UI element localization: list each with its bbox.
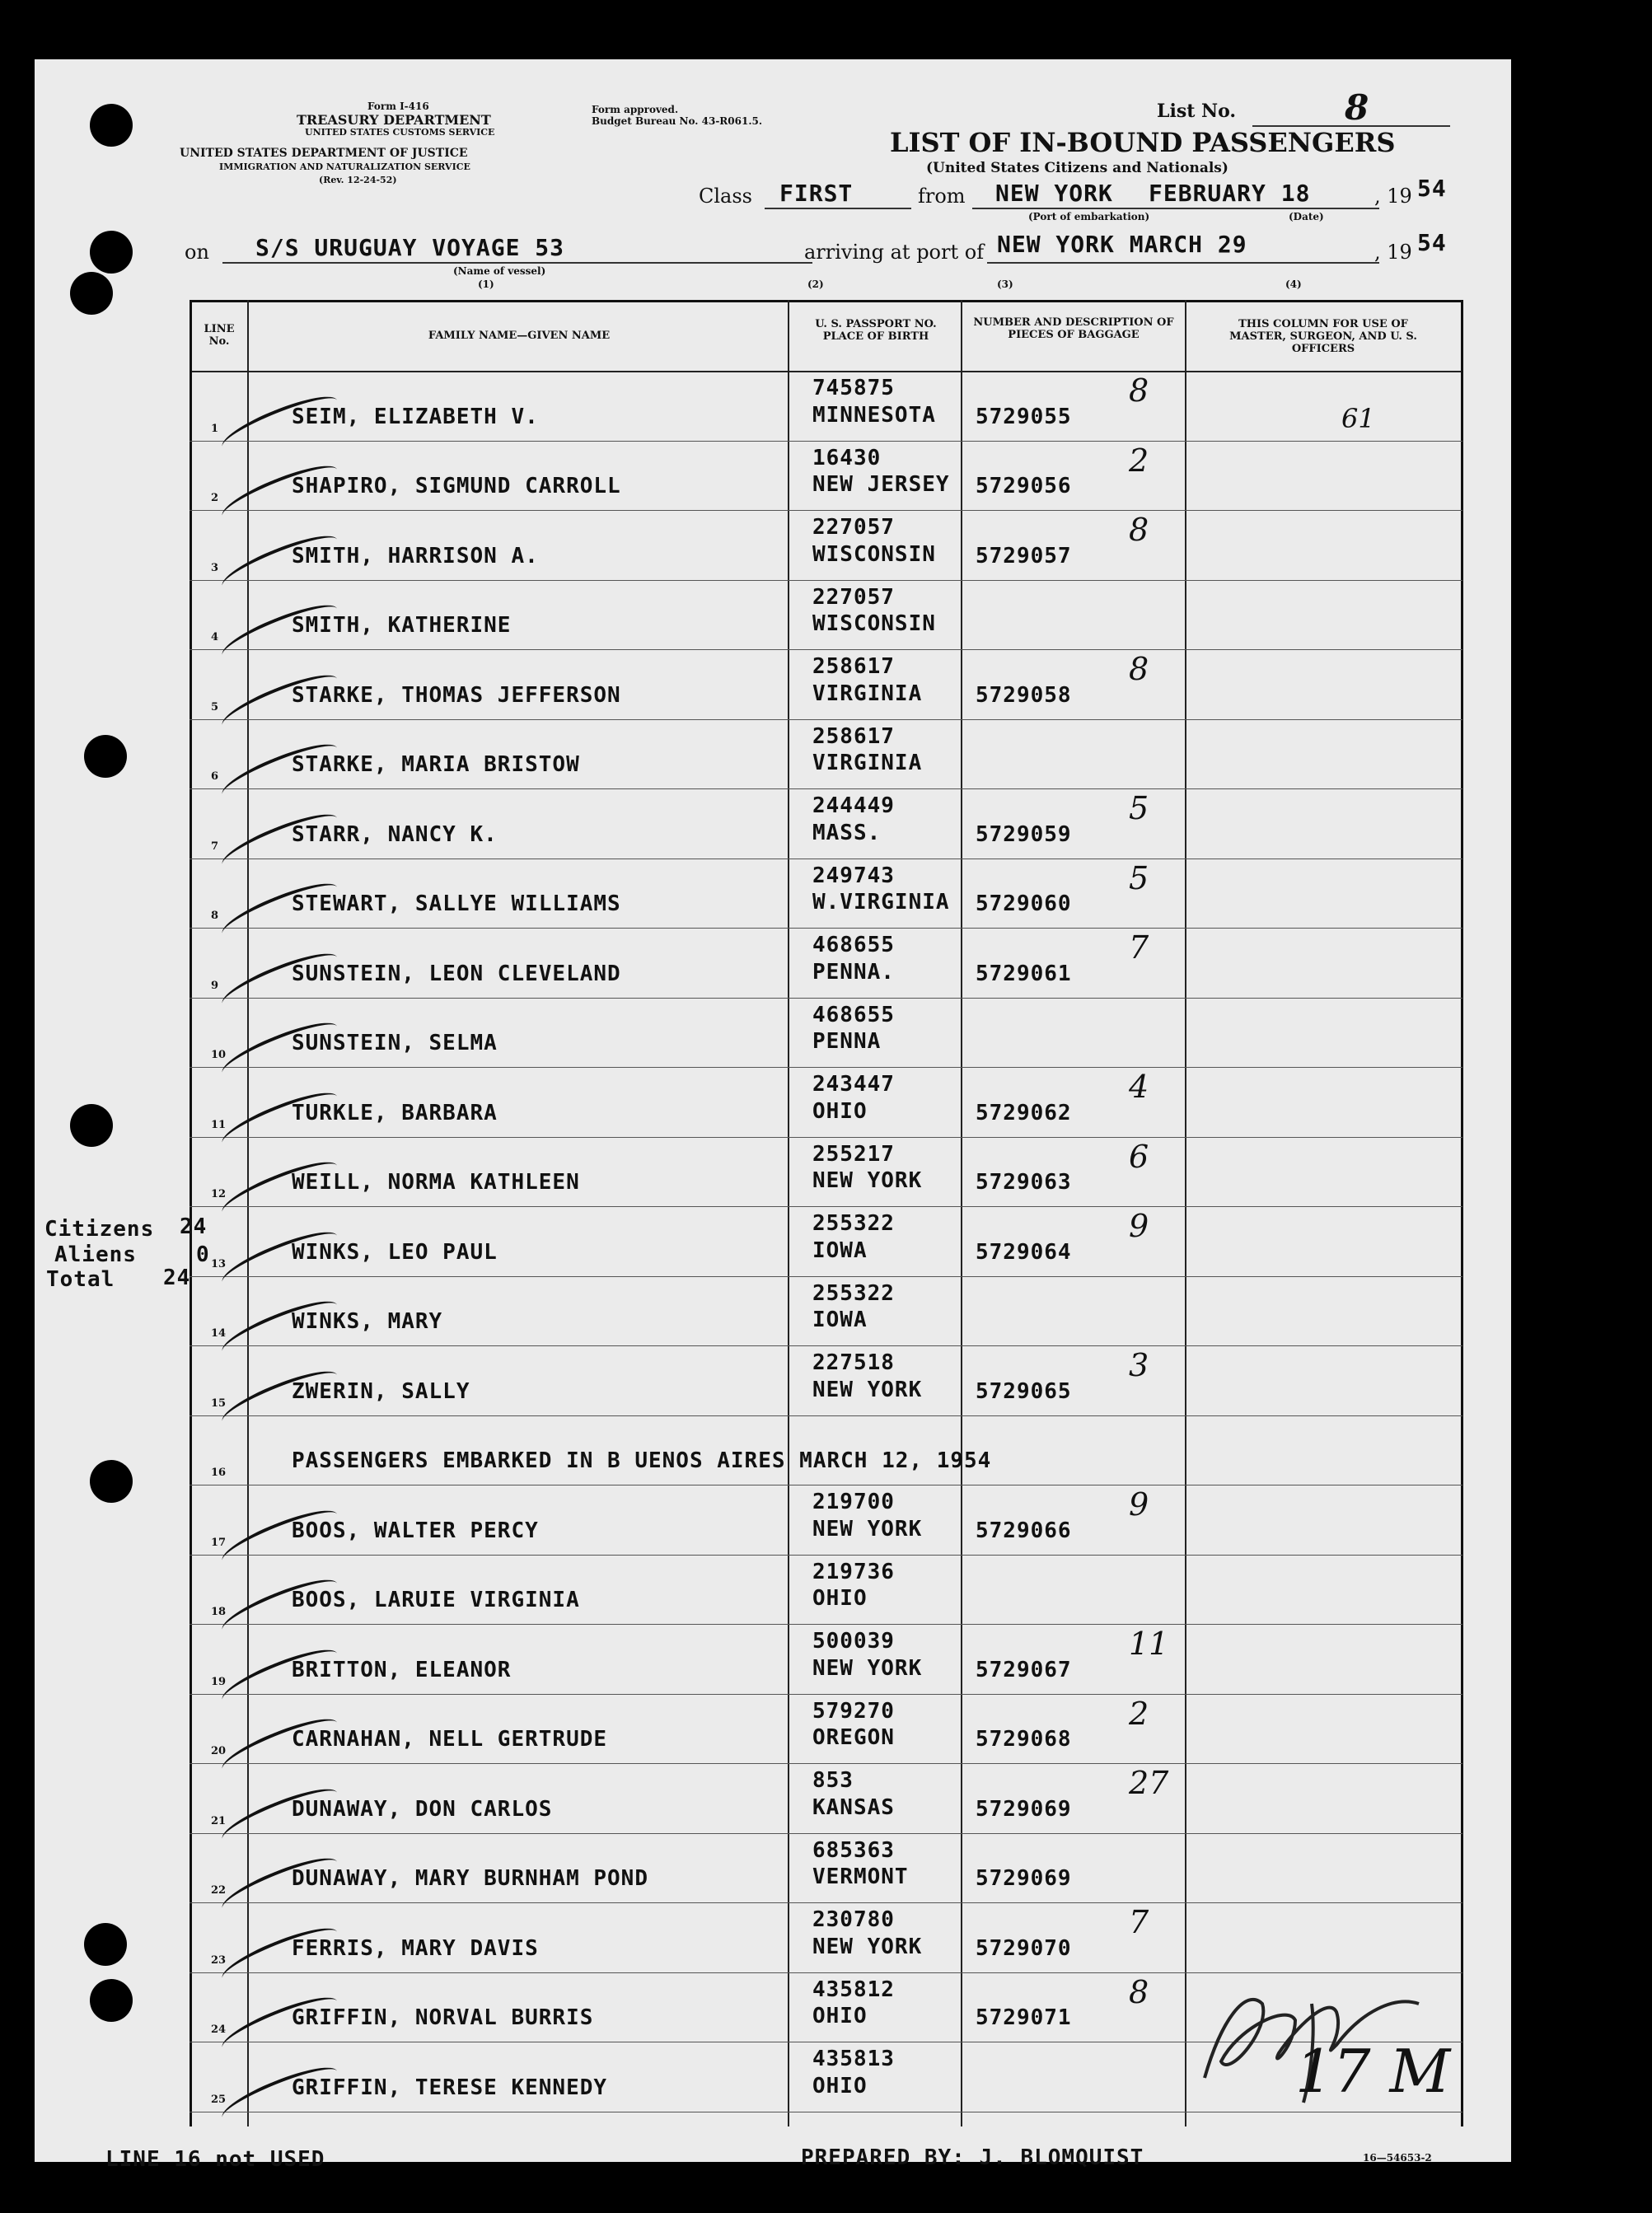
passenger-name: STARR, NANCY K. xyxy=(292,821,498,847)
table-row xyxy=(190,1694,1462,1764)
line-number: 6 xyxy=(211,770,219,783)
from-label: from xyxy=(918,185,966,208)
line-number: 3 xyxy=(211,561,219,574)
passenger-name: GRIFFIN, NORVAL BURRIS xyxy=(292,2005,594,2030)
passport-number: 255322 xyxy=(812,1211,895,1236)
department-of-justice: UNITED STATES DEPARTMENT OF JUSTICE xyxy=(180,147,468,160)
header-name: FAMILY NAME—GIVEN NAME xyxy=(428,330,611,342)
line-number: 2 xyxy=(211,492,219,504)
officer-initials: 17 M xyxy=(1295,2037,1451,2106)
passenger-name: TURKLE, BARBARA xyxy=(292,1100,498,1125)
passport-number: 468655 xyxy=(812,933,895,957)
passenger-name: STARKE, MARIA BRISTOW xyxy=(292,752,580,777)
header-baggage: NUMBER AND DESCRIPTION OF PIECES OF BAGGAGE xyxy=(973,316,1174,341)
table-row xyxy=(190,1276,1462,1346)
column-number-4: (4) xyxy=(1285,278,1302,290)
place-of-birth: IOWA xyxy=(812,1308,868,1332)
list-no-value: 8 xyxy=(1345,87,1369,128)
passport-number: 230780 xyxy=(812,1907,895,1932)
line-number: 7 xyxy=(211,840,219,853)
table-row xyxy=(190,1763,1462,1833)
baggage-number: 5729071 xyxy=(976,2005,1072,2030)
passport-number: 745875 xyxy=(812,376,895,400)
passport-number: 219700 xyxy=(812,1490,895,1514)
table-row xyxy=(190,1555,1462,1625)
place-of-birth: IOWA xyxy=(812,1238,868,1263)
place-of-birth: OHIO xyxy=(812,2004,868,2028)
punch-hole xyxy=(70,1104,113,1147)
place-of-birth: PENNA. xyxy=(812,959,895,985)
line-number: 24 xyxy=(211,2024,227,2036)
place-of-birth: MASS. xyxy=(812,820,882,845)
baggage-pieces: 2 xyxy=(1129,442,1149,479)
table-row xyxy=(190,719,1462,789)
prepared-by: PREPARED BY: J. BLOMQUIST xyxy=(801,2145,1144,2170)
table-row xyxy=(190,580,1462,650)
table-row xyxy=(190,1833,1462,1903)
line-number: 19 xyxy=(211,1675,227,1688)
baggage-pieces: 11 xyxy=(1129,1626,1169,1662)
table-row xyxy=(190,859,1462,929)
line-number: 16 xyxy=(211,1467,227,1479)
baggage-pieces: 4 xyxy=(1129,1069,1149,1105)
passport-number: 219736 xyxy=(812,1559,895,1584)
total-value: 24 xyxy=(163,1266,191,1290)
passenger-table xyxy=(190,300,1462,2126)
table-row xyxy=(190,788,1462,859)
table-row xyxy=(190,441,1462,511)
form-approved: Form approved. xyxy=(592,104,679,115)
passport-number: 255322 xyxy=(812,1280,895,1306)
baggage-number: 5729070 xyxy=(976,1935,1072,1961)
table-row xyxy=(190,928,1462,998)
baggage-number: 5729069 xyxy=(976,1796,1072,1822)
line-number: 20 xyxy=(211,1745,227,1757)
table-row xyxy=(190,1345,1462,1415)
document-subtitle: (United States Citizens and Nationals) xyxy=(926,160,1228,176)
passenger-name: SMITH, HARRISON A. xyxy=(292,543,539,568)
passenger-name: DUNAWAY, MARY BURNHAM POND xyxy=(292,1866,648,1891)
baggage-number: 5729063 xyxy=(976,1170,1072,1195)
line-number: 21 xyxy=(211,1814,227,1827)
baggage-number: 5729067 xyxy=(976,1657,1072,1682)
table-row xyxy=(190,510,1462,580)
aliens-value: 0 xyxy=(196,1242,210,1267)
place-of-birth: NEW YORK xyxy=(812,1655,923,1681)
aliens-label: Aliens xyxy=(54,1242,137,1267)
place-of-birth: OREGON xyxy=(812,1725,895,1750)
place-of-birth: MINNESOTA xyxy=(812,402,936,428)
baggage-pieces: 9 xyxy=(1129,1486,1149,1523)
table-row xyxy=(190,649,1462,719)
baggage-pieces: 3 xyxy=(1129,1347,1149,1383)
place-of-birth: KANSAS xyxy=(812,1794,895,1820)
baggage-pieces: 2 xyxy=(1129,1695,1149,1732)
line-number: 9 xyxy=(211,979,219,992)
passenger-name: STARKE, THOMAS JEFFERSON xyxy=(292,682,621,708)
arrival-port-date: NEW YORK MARCH 29 xyxy=(997,231,1247,258)
passenger-name: WINKS, LEO PAUL xyxy=(292,1239,498,1265)
punch-hole xyxy=(84,1923,127,1966)
punch-hole xyxy=(90,231,133,274)
place-of-birth: OHIO xyxy=(812,1586,868,1611)
passport-number: 258617 xyxy=(812,723,895,749)
line-number: 13 xyxy=(211,1257,227,1270)
passenger-name: ZWERIN, SALLY xyxy=(292,1378,470,1404)
place-of-birth: WISCONSIN xyxy=(812,611,936,636)
arriving-label: arriving at port of xyxy=(804,241,985,264)
officer-note: 61 xyxy=(1341,402,1375,434)
baggage-pieces: 8 xyxy=(1129,1973,1149,2010)
baggage-number: 5729068 xyxy=(976,1727,1072,1752)
passenger-name: WEILL, NORMA KATHLEEN xyxy=(292,1170,580,1195)
baggage-number: 5729060 xyxy=(976,891,1072,916)
table-row xyxy=(190,1137,1462,1207)
place-of-birth: PENNA xyxy=(812,1029,882,1054)
baggage-number: 5729057 xyxy=(976,543,1072,568)
baggage-pieces: 9 xyxy=(1129,1208,1149,1244)
baggage-number: 5729069 xyxy=(976,1866,1072,1891)
line-number: 23 xyxy=(211,1953,227,1967)
document-title: LIST OF IN-BOUND PASSENGERS xyxy=(890,127,1396,158)
line-number: 22 xyxy=(211,1884,227,1897)
list-no-label: List No. xyxy=(1157,101,1237,122)
header-line-no: LINE No. xyxy=(204,323,235,348)
embarkation-year: 54 xyxy=(1417,175,1447,202)
place-of-birth: VIRGINIA xyxy=(812,681,923,706)
table-row xyxy=(190,1624,1462,1694)
place-of-birth: VIRGINIA xyxy=(812,751,923,775)
baggage-number: 5729061 xyxy=(976,961,1072,986)
header-passport: U. S. PASSPORT NO. PLACE OF BIRTH xyxy=(815,318,937,343)
baggage-number: 5729058 xyxy=(976,682,1072,708)
place-of-birth: W.VIRGINIA xyxy=(812,890,950,915)
table-row xyxy=(190,1415,1462,1485)
passenger-name: BOOS, LARUIE VIRGINIA xyxy=(292,1588,580,1612)
punch-hole xyxy=(90,1979,133,2022)
passport-number: 685363 xyxy=(812,1837,895,1863)
baggage-pieces: 6 xyxy=(1129,1138,1149,1175)
table-row xyxy=(190,1067,1462,1137)
baggage-pieces: 5 xyxy=(1129,790,1149,826)
column-number-1: (1) xyxy=(478,278,494,290)
punch-hole xyxy=(90,104,133,147)
document-page xyxy=(35,59,1511,2172)
port-of-embarkation: NEW YORK xyxy=(995,180,1113,207)
vessel-name: S/S URUGUAY VOYAGE 53 xyxy=(255,234,565,261)
baggage-number: 5729056 xyxy=(976,474,1072,498)
place-of-birth: WISCONSIN xyxy=(812,541,936,567)
table-row xyxy=(190,998,1462,1068)
passenger-name: FERRIS, MARY DAVIS xyxy=(292,1935,539,1961)
place-of-birth: NEW YORK xyxy=(812,1934,923,1959)
passenger-name: GRIFFIN, TERESE KENNEDY xyxy=(292,2075,608,2100)
baggage-number: 5729065 xyxy=(976,1378,1072,1404)
footer-note: LINE 16 not USED xyxy=(105,2147,325,2172)
line-number: 11 xyxy=(211,1118,227,1131)
form-print-code: 16—54653-2 xyxy=(1363,2152,1432,2164)
revision-date: (Rev. 12-24-52) xyxy=(319,175,397,185)
arrival-year-prefix: , 19 xyxy=(1374,241,1412,264)
header-officers: THIS COLUMN FOR USE OF MASTER, SURGEON, AND U. S. OFFICERS xyxy=(1229,318,1417,355)
passenger-name: SHAPIRO, SIGMUND CARROLL xyxy=(292,474,621,498)
passenger-name: STEWART, SALLYE WILLIAMS xyxy=(292,891,621,916)
line-number: 17 xyxy=(211,1536,227,1549)
baggage-number: 5729064 xyxy=(976,1239,1072,1265)
place-of-birth: NEW YORK xyxy=(812,1516,923,1542)
place-of-birth: VERMONT xyxy=(812,1864,909,1889)
passenger-name: SEIM, ELIZABETH V. xyxy=(292,404,539,429)
passport-number: 435812 xyxy=(812,1977,895,2002)
line-number: 5 xyxy=(211,700,219,713)
baggage-pieces: 5 xyxy=(1129,859,1149,896)
line-number: 14 xyxy=(211,1327,227,1340)
passport-number: 255217 xyxy=(812,1141,895,1167)
passport-number: 500039 xyxy=(812,1629,895,1654)
passport-number: 258617 xyxy=(812,654,895,679)
vessel-caption: (Name of vessel) xyxy=(453,265,546,277)
passenger-name: SUNSTEIN, SELMA xyxy=(292,1031,498,1055)
baggage-pieces: 7 xyxy=(1129,1904,1149,1940)
passport-number: 853 xyxy=(812,1768,854,1793)
line-number: 12 xyxy=(211,1188,227,1200)
passenger-name: SMITH, KATHERINE xyxy=(292,613,512,638)
treasury-department: TREASURY DEPARTMENT xyxy=(297,112,491,128)
baggage-number: 5729062 xyxy=(976,1100,1072,1125)
passenger-name: BRITTON, ELEANOR xyxy=(292,1657,512,1682)
baggage-number: 5729055 xyxy=(976,404,1072,429)
arrival-year: 54 xyxy=(1417,229,1447,256)
passport-number: 435813 xyxy=(812,2047,895,2071)
citizens-value: 24 xyxy=(180,1214,208,1239)
passport-number: 579270 xyxy=(812,1698,895,1724)
line-number: 8 xyxy=(211,910,219,922)
passenger-name: SUNSTEIN, LEON CLEVELAND xyxy=(292,961,621,986)
baggage-pieces: 8 xyxy=(1129,372,1149,409)
place-of-birth: OHIO xyxy=(812,2073,868,2098)
port-caption: (Port of embarkation) xyxy=(1028,211,1150,222)
baggage-number: 5729059 xyxy=(976,821,1072,847)
passenger-name: WINKS, MARY xyxy=(292,1309,443,1334)
passenger-name: CARNAHAN, NELL GERTRUDE xyxy=(292,1727,608,1752)
date-caption: (Date) xyxy=(1289,211,1324,222)
line-number: 25 xyxy=(211,2093,227,2106)
on-label: on xyxy=(185,241,209,264)
baggage-pieces: 8 xyxy=(1129,512,1149,548)
baggage-pieces: 27 xyxy=(1129,1765,1169,1801)
immigration-service: IMMIGRATION AND NATURALIZATION SERVICE xyxy=(219,161,470,172)
table-row xyxy=(190,1206,1462,1276)
baggage-pieces: 7 xyxy=(1129,929,1149,966)
column-number-3: (3) xyxy=(997,278,1013,290)
passport-number: 227057 xyxy=(812,584,895,610)
place-of-birth: NEW YORK xyxy=(812,1168,923,1193)
customs-service: UNITED STATES CUSTOMS SERVICE xyxy=(305,127,495,138)
total-label: Total xyxy=(46,1267,115,1292)
budget-bureau: Budget Bureau No. 43-R061.5. xyxy=(592,115,763,127)
table-row xyxy=(190,1485,1462,1555)
line-number: 1 xyxy=(211,422,219,435)
passport-number: 227518 xyxy=(812,1350,895,1375)
punch-hole xyxy=(90,1460,133,1503)
baggage-pieces: 8 xyxy=(1129,651,1149,687)
place-of-birth: NEW YORK xyxy=(812,1377,923,1402)
embarkation-date: FEBRUARY 18 xyxy=(1149,180,1311,207)
passport-number: 244449 xyxy=(812,793,895,818)
line-number: 4 xyxy=(211,631,219,643)
passport-number: 243447 xyxy=(812,1072,895,1097)
table-row xyxy=(190,371,1462,441)
baggage-number: 5729066 xyxy=(976,1518,1072,1543)
line-number: 10 xyxy=(211,1049,227,1061)
year-prefix: , 19 xyxy=(1374,185,1412,208)
passport-number: 468655 xyxy=(812,1002,895,1027)
form-number: Form I-416 xyxy=(367,101,429,112)
line-number: 18 xyxy=(211,1606,227,1618)
punch-hole xyxy=(70,272,113,315)
class-value: FIRST xyxy=(779,180,854,207)
citizens-label: Citizens xyxy=(44,1217,155,1242)
place-of-birth: OHIO xyxy=(812,1098,868,1124)
place-of-birth: NEW JERSEY xyxy=(812,472,950,497)
passport-number: 227057 xyxy=(812,515,895,540)
punch-hole xyxy=(84,735,127,778)
column-number-2: (2) xyxy=(807,278,824,290)
passport-number: 16430 xyxy=(812,445,882,470)
passport-number: 249743 xyxy=(812,863,895,888)
class-label: Class xyxy=(699,185,752,208)
line-number: 15 xyxy=(211,1397,227,1410)
passenger-name: PASSENGERS EMBARKED IN B UENOS AIRES MARCH 12, 1954 xyxy=(292,1448,992,1473)
passenger-name: BOOS, WALTER PERCY xyxy=(292,1518,539,1543)
passenger-name: DUNAWAY, DON CARLOS xyxy=(292,1796,553,1822)
